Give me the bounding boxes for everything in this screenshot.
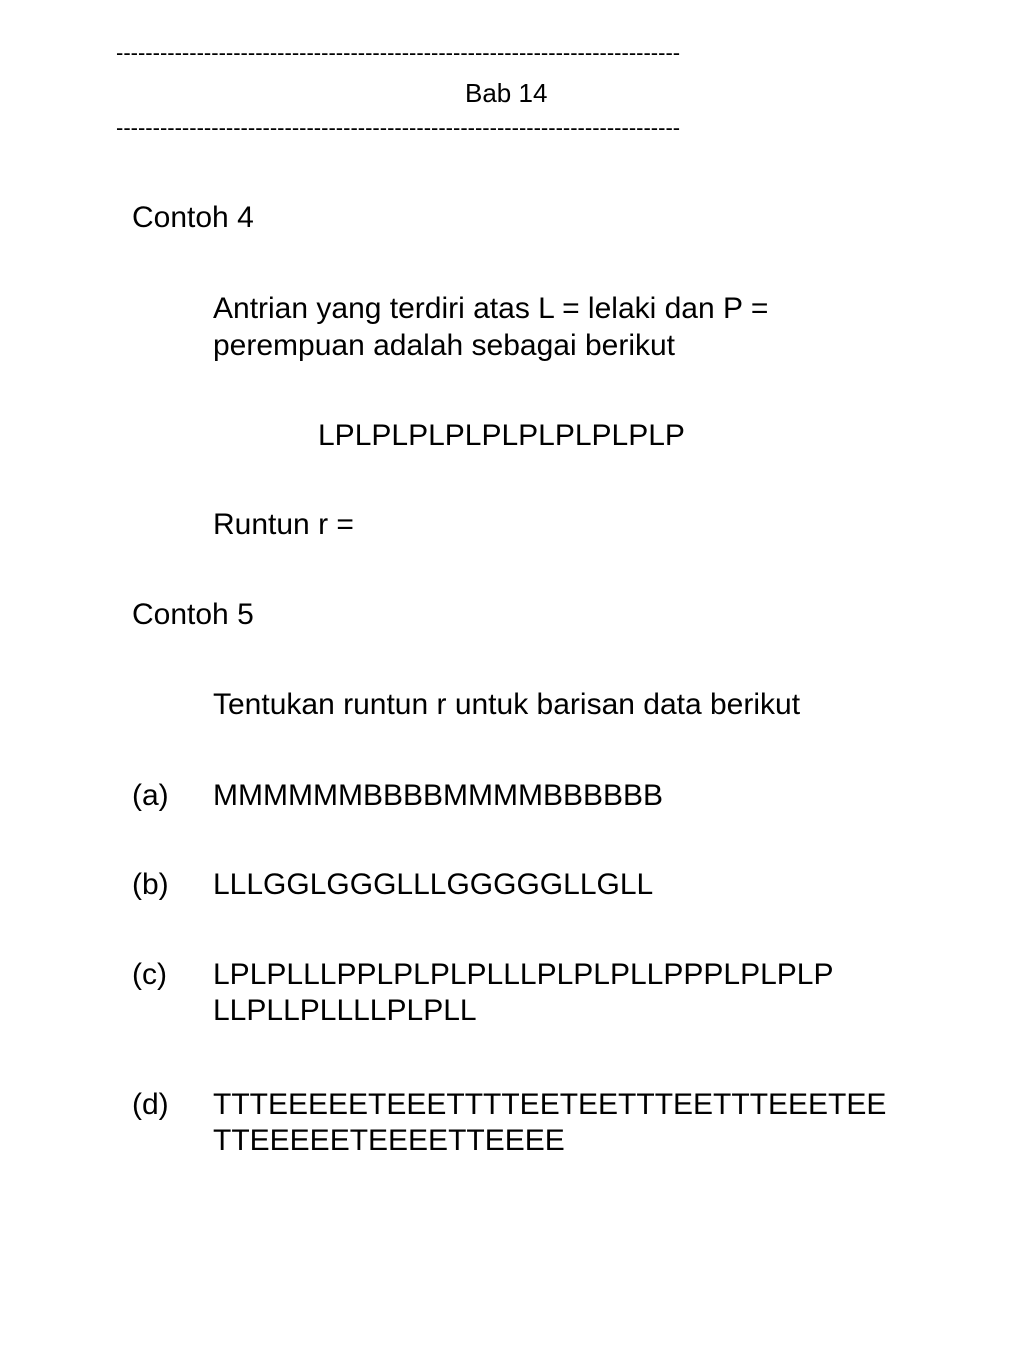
example4-runs-prompt: Runtun r =: [213, 508, 354, 541]
example4-description-line2: perempuan adalah sebagai berikut: [213, 329, 675, 362]
item-b-label: (b): [132, 868, 169, 901]
example5-instruction: Tentukan runtun r untuk barisan data berikut: [213, 688, 801, 721]
example5-heading: Contoh 5: [132, 598, 254, 631]
header-rule-bottom: -----------------------------------------------------------------------------: [116, 115, 681, 140]
item-d-sequence-line1: TTTEEEEETEEETTTTEETEETTTEETTTEEETEE: [213, 1088, 887, 1121]
item-a-label: (a): [132, 779, 169, 812]
page-title: Bab 14: [465, 78, 548, 108]
example4-heading: Contoh 4: [132, 201, 254, 234]
item-d-sequence-line2: TTEEEEETEEEETTEEEE: [213, 1124, 565, 1157]
item-a-sequence: MMMMMMBBBBMMMMBBBBBB: [213, 779, 663, 812]
header-rule-top: -----------------------------------------------------------------------------: [116, 40, 681, 65]
item-c-sequence-line2: LLPLLPLLLLPLPLL: [213, 994, 477, 1027]
item-b-sequence: LLLGGLGGGLLLGGGGGLLGLL: [213, 868, 654, 901]
example4-sequence: LPLPLPLPLPLPLPLPLPLP: [318, 419, 685, 452]
item-c-label: (c): [132, 958, 167, 991]
item-d-label: (d): [132, 1088, 169, 1121]
item-c-sequence-line1: LPLPLLLPPLPLPLPLLLPLPLPLLPPPLPLPLP: [213, 958, 834, 991]
example4-description-line1: Antrian yang terdiri atas L = lelaki dan P =: [213, 292, 769, 325]
